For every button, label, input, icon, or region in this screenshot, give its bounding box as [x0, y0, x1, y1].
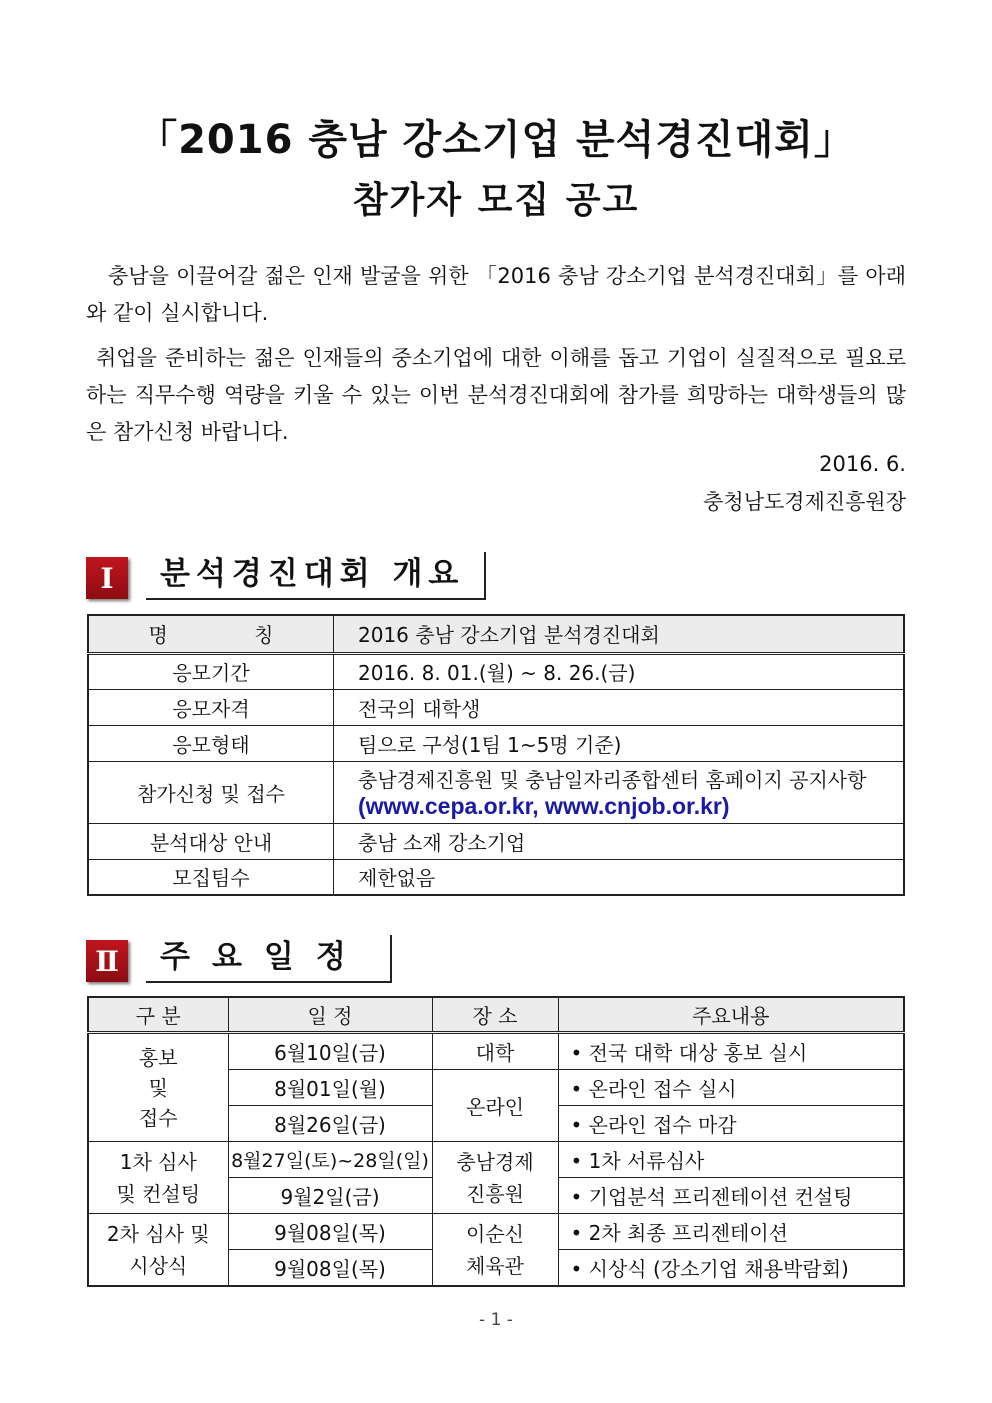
overview-key: 분석대상 안내 [88, 823, 334, 859]
schedule-content: • 온라인 접수 실시 [558, 1070, 904, 1106]
schedule-category: 1차 심사 및 컨설팅 [88, 1142, 228, 1214]
overview-value: 2016 충남 강소기업 분석경진대회 [334, 615, 905, 653]
website-links[interactable]: (www.cepa.or.kr, www.cnjob.or.kr) [358, 793, 730, 819]
schedule-category: 2차 심사 및 시상식 [88, 1214, 228, 1287]
overview-key: 참가신청 및 접수 [88, 761, 334, 823]
column-header: 일 정 [228, 997, 432, 1033]
table-row [88, 689, 904, 725]
overview-key: 응모자격 [88, 689, 334, 725]
schedule-place: 이순신 체육관 [432, 1214, 558, 1287]
schedule-date: 9월08일(목) [228, 1250, 432, 1287]
table-row [88, 1033, 904, 1070]
section-1-badge: Ⅰ [86, 557, 128, 599]
schedule-place: 충남경제 진흥원 [432, 1142, 558, 1214]
overview-value: 2016. 8. 01.(월) ~ 8. 26.(금) [334, 653, 905, 689]
table-row [88, 859, 904, 895]
schedule-category: 홍보 및 접수 [88, 1033, 228, 1142]
schedule-content: • 시상식 (강소기업 채용박람회) [558, 1250, 904, 1287]
section-2-title: 주요일정 [146, 935, 392, 983]
schedule-date: 8월27일(토)~28일(일) [228, 1142, 432, 1178]
column-header: 장 소 [432, 997, 558, 1033]
announcement-date: 2016. 6. [819, 452, 906, 476]
schedule-content: • 전국 대학 대상 홍보 실시 [558, 1033, 904, 1070]
intro-paragraph-1: 충남을 이끌어갈 젊은 인재 발굴을 위한 「2016 충남 강소기업 분석경진대회」를 아래와 같이 실시합니다. [86, 264, 906, 325]
table-row [88, 1142, 904, 1178]
overview-value: 팀으로 구성(1팀 1~5명 기준) [334, 725, 905, 761]
overview-key: 모집팀수 [88, 859, 334, 895]
overview-key: 응모형태 [88, 725, 334, 761]
table-row [88, 823, 904, 859]
column-header: 구 분 [88, 997, 228, 1033]
schedule-date: 6월10일(금) [228, 1033, 432, 1070]
table-row [88, 653, 904, 689]
intro-paragraph-2: 취업을 준비하는 젊은 인재들의 중소기업에 대한 이해를 돕고 기업이 실질적으로 필요로 하는 직무수행 역량을 키울 수 있는 이번 분석경진대회에 참가를 희망하는 대학생들의 많은 참가신청 바랍니다. [86, 346, 906, 444]
page-title: 「2016 충남 강소기업 분석경진대회」 [137, 117, 855, 163]
overview-value: 충남 소재 강소기업 [334, 823, 905, 859]
column-header: 주요내용 [558, 997, 904, 1033]
schedule-date: 8월26일(금) [228, 1106, 432, 1142]
overview-value: 충남경제진흥원 및 충남일자리종합센터 홈페이지 공지사항 [358, 768, 867, 792]
overview-value: 전국의 대학생 [334, 689, 905, 725]
schedule-content: • 온라인 접수 마감 [558, 1106, 904, 1142]
table-row [88, 1214, 904, 1250]
schedule-place: 온라인 [432, 1070, 558, 1142]
schedule-content: • 1차 서류심사 [558, 1142, 904, 1178]
schedule-place: 대학 [432, 1033, 558, 1070]
overview-table [87, 614, 905, 896]
overview-key: 응모기간 [88, 653, 334, 689]
schedule-content: • 기업분석 프리젠테이션 컨설팅 [558, 1178, 904, 1214]
overview-key: 명 칭 [88, 615, 334, 653]
schedule-date: 8월01일(월) [228, 1070, 432, 1106]
issuer: 충청남도경제진흥원장 [703, 490, 906, 514]
page-number: - 1 - [479, 1310, 513, 1330]
overview-value-cell [334, 761, 905, 823]
table-row [88, 725, 904, 761]
section-2-badge: Ⅱ [86, 940, 128, 982]
schedule-content: • 2차 최종 프리젠테이션 [558, 1214, 904, 1250]
schedule-table [87, 996, 905, 1287]
table-row [88, 761, 904, 823]
table-header-row [88, 997, 904, 1033]
schedule-date: 9월08일(목) [228, 1214, 432, 1250]
overview-value: 제한없음 [334, 859, 905, 895]
page-subtitle: 참가자 모집 공고 [352, 180, 640, 221]
table-row [88, 615, 904, 653]
schedule-date: 9월2일(금) [228, 1178, 432, 1214]
section-1-title: 분석경진대회 개요 [146, 552, 486, 600]
